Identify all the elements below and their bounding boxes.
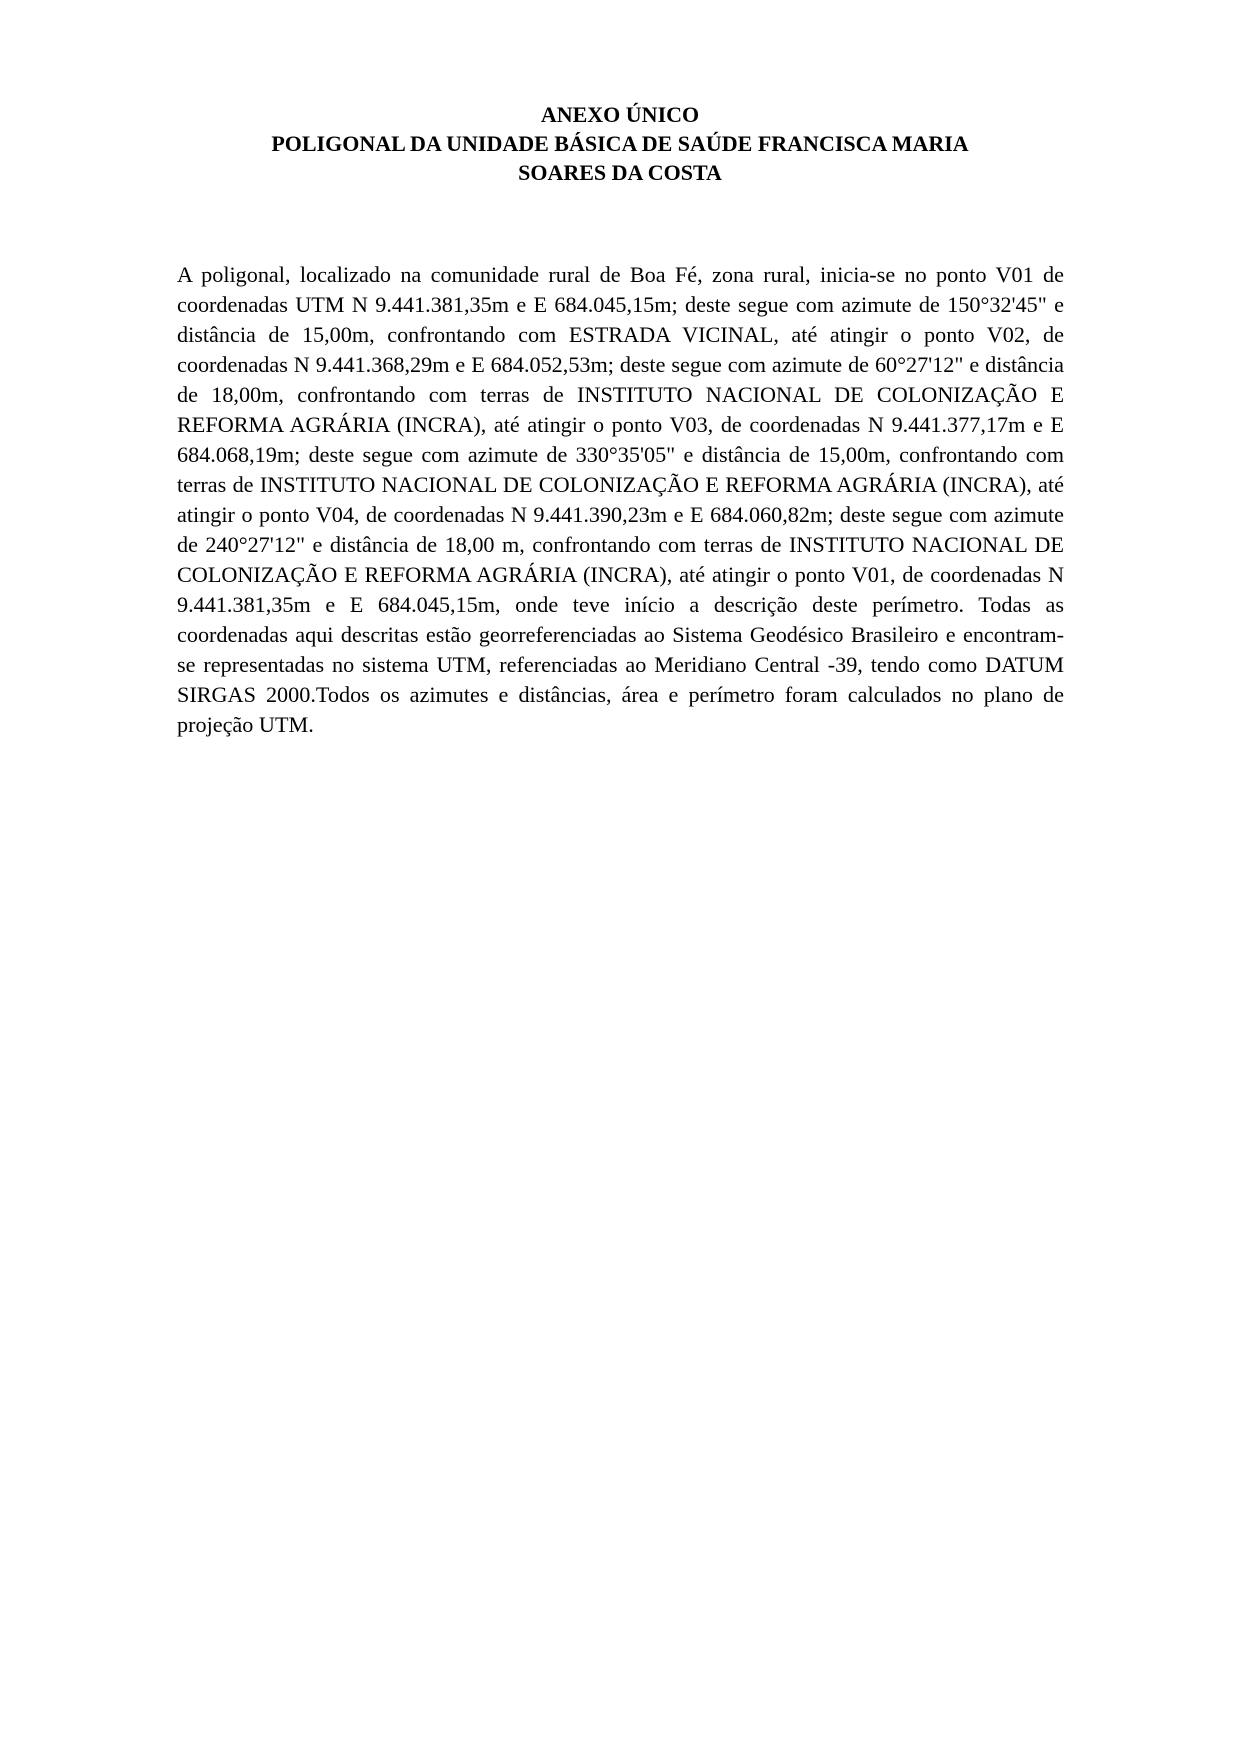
heading-line-3: SOARES DA COSTA xyxy=(518,160,722,185)
heading-line-2: POLIGONAL DA UNIDADE BÁSICA DE SAÚDE FRANCISCA MARIA xyxy=(271,131,969,156)
document-heading xyxy=(170,100,1070,187)
perimeter-description-paragraph: A poligonal, localizado na comunidade rural de Boa Fé, zona rural, inicia-se no ponto V01 de coordenadas UTM N 9.441.381,35m e E 684.045,15m; deste segue com azimute de 150°32'45" e distância de 15,00m, confrontando com ESTRADA VICINAL, até atingir o ponto V02, de coordenadas N 9.441.368,29m e E 684.052,53m; deste segue com azimute de 60°27'12" e distância de 18,00m, confrontando com terras de INSTITUTO NACIONAL DE COLONIZAÇÃO E REFORMA AGRÁRIA (INCRA), até atingir o ponto V03, de coordenadas N 9.441.377,17m e E 684.068,19m; deste segue com azimute de 330°35'05" e distância de 15,00m, confrontando com terras de INSTITUTO NACIONAL DE COLONIZAÇÃO E REFORMA AGRÁRIA (INCRA), até atingir o ponto V04, de coordenadas N 9.441.390,23m e E 684.060,82m; deste segue com azimute de 240°27'12" e distância de 18,00 m, confrontando com terras de INSTITUTO NACIONAL DE COLONIZAÇÃO E REFORMA AGRÁRIA (INCRA), até atingir o ponto V01, de coordenadas N 9.441.381,35m e E 684.045,15m, onde teve início a descrição deste perímetro. Todas as coordenadas aqui descritas estão georreferenciadas ao Sistema Geodésico Brasileiro e encontram-se representadas no sistema UTM, referenciadas ao Meridiano Central -39, tendo como DATUM SIRGAS 2000.Todos os azimutes e distâncias, área e perímetro foram calculados no plano de projeção UTM. xyxy=(177,262,1064,738)
heading-line-1: ANEXO ÚNICO xyxy=(540,102,700,127)
